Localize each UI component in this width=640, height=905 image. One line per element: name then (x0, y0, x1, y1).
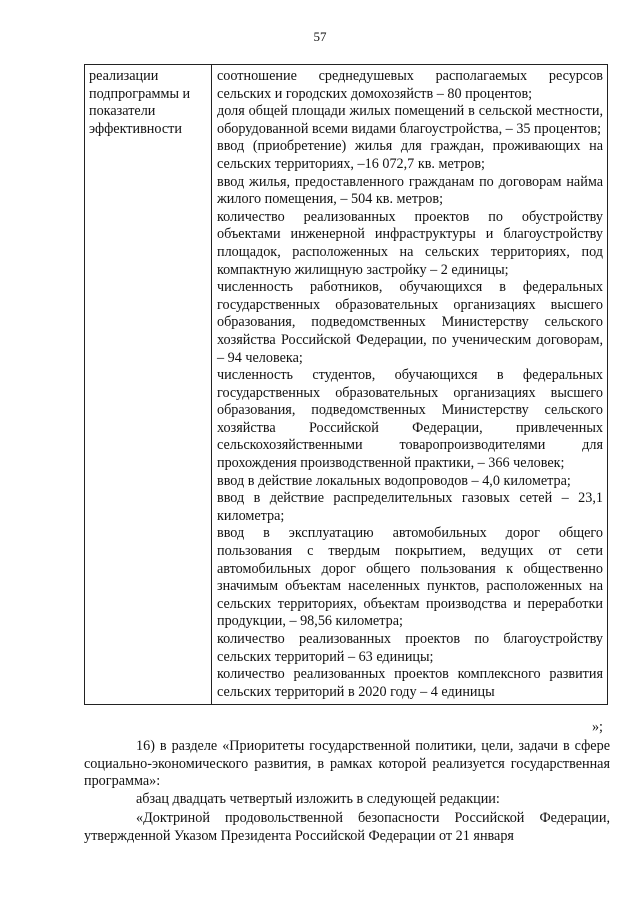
indicators-label-cell: реализации подпрограммы и показатели эффективности (85, 65, 212, 705)
indicator-item: доля общей площади жилых помещений в сельской местности, оборудованной всеми видами благоустройства, – 35 процентов; (217, 103, 603, 137)
indicator-item: соотношение среднедушевых располагаемых ресурсов сельских и городских домохозяйств – 80 процентов; (217, 68, 603, 102)
table-row (85, 65, 608, 705)
indicators-cell (212, 65, 608, 705)
paragraph-text: абзац двадцать четвертый изложить в следующей редакции: (136, 791, 500, 807)
indicator-item: количество реализованных проектов по обустройству объектами инженерной инфраструктуры и благоустройству площадок, расположенных на сельских территориях, под компактную жилищную застройку – 2 единицы; (217, 208, 603, 278)
paragraph-text: «Доктриной продовольственной безопасности Российской Федерации, утвержденной Указом Президента Российской Федерации от 21 января (84, 810, 610, 844)
indicator-item: ввод жилья, предоставленного гражданам по договорам найма жилого помещения, – 504 кв. метров; (217, 173, 603, 208)
indicator-item: ввод (приобретение) жилья для граждан, проживающих на сельских территориях, –16 072,7 кв. метров; (217, 138, 603, 172)
paragraph-abzac (84, 791, 610, 809)
indicator-item: численность студентов, обучающихся в федеральных государственных образовательных организациях высшего образования, подведомственных Министерству сельского хозяйства Российской Федерации, привлеченных сельскохозяйственными товаропроизводителями для прохождения производственной практики, – 366 человек; (217, 367, 603, 472)
indicator-item: количество реализованных проектов по благоустройству сельских территорий – 63 единицы; (217, 631, 603, 665)
indicator-item: ввод в эксплуатацию автомобильных дорог общего пользования с твердым покрытием, ведущих от сети автомобильных дорог общего пользования к общественно значимым объектам населенных пунктов, расположенных на сельских территориях, объектам производства и переработки продукции, – 98,56 километра; (217, 525, 603, 630)
indicator-item: ввод в действие локальных водопроводов – 4,0 километра; (217, 472, 571, 489)
indicator-item: численность работников, обучающихся в федеральных государственных образовательных организациях высшего образования, подведомственных Министерству сельского хозяйства Российской Федерации, по ученическим договорам, – 94 человека; (217, 279, 603, 366)
paragraph-doctrine (84, 810, 610, 845)
paragraph-text: 16) в разделе «Приоритеты государственной политики, цели, задачи в сфере социально-экономического развития, в рамках которой реализуется государственная программа»: (84, 738, 610, 790)
closing-quote-mark: »; (591, 719, 603, 735)
page-number: 57 (313, 29, 327, 44)
subprogram-table (84, 64, 608, 705)
indicator-item: количество реализованных проектов комплексного развития сельских территорий в 2020 году – 4 единицы (217, 666, 603, 700)
indicator-item: ввод в действие распределительных газовых сетей – 23,1 километра; (217, 490, 603, 524)
paragraph-item-16 (84, 738, 610, 791)
